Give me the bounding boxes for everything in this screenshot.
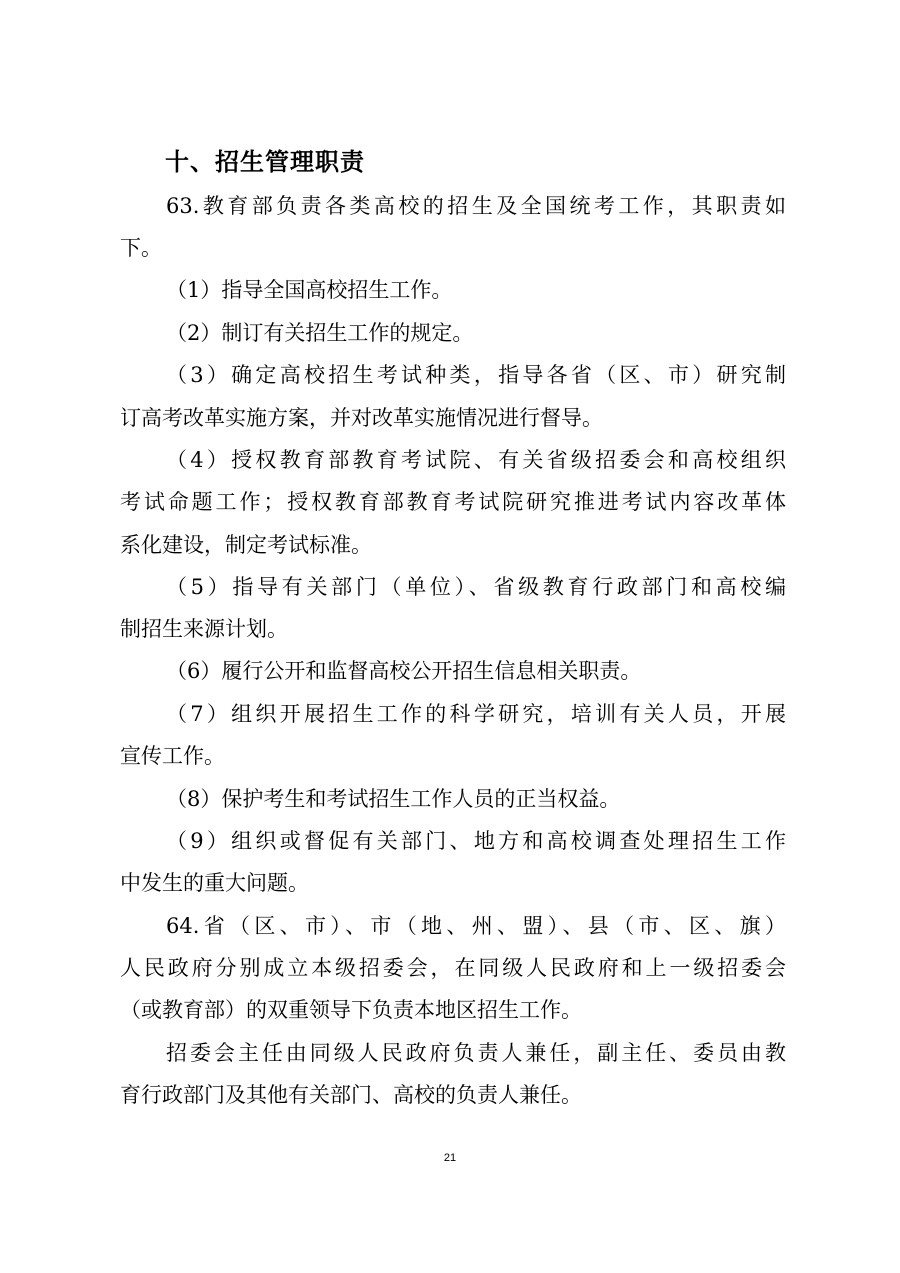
- paragraph-63-line-2: 下。: [120, 236, 162, 260]
- item-2: （2）制订有关招生工作的规定。: [166, 321, 474, 345]
- item-3-line-2: 订高考改革实施方案，并对改革实施情况进行督导。: [120, 406, 603, 430]
- item-6: （6）履行公开和监督高校公开招生信息相关职责。: [166, 659, 642, 683]
- item-4-line-1: （4）授权教育部教育考试院、有关省级招委会和高校组织: [166, 448, 786, 472]
- item-9-line-1: （9）组织或督促有关部门、地方和高校调查处理招生工作: [166, 829, 786, 853]
- paragraph-64-line-1: 64.省（区、市）、市（地、州、盟）、县（市、区、旗）: [166, 914, 786, 938]
- item-4-line-2: 考试命题工作；授权教育部教育考试院研究推进考试内容改革体: [120, 490, 786, 514]
- item-4-line-3: 系化建设，制定考试标准。: [120, 533, 372, 557]
- item-7-line-1: （7）组织开展招生工作的科学研究，培训有关人员，开展: [166, 702, 786, 726]
- item-7-line-2: 宣传工作。: [120, 744, 225, 768]
- page-number: 21: [443, 1152, 457, 1164]
- item-9-line-2: 中发生的重大问题。: [120, 871, 309, 895]
- item-1: （1）指导全国高校招生工作。: [166, 278, 453, 302]
- paragraph-committee-line-1: 招委会主任由同级人民政府负责人兼任，副主任、委员由教: [166, 1041, 786, 1065]
- item-8: （8）保护考生和考试招生工作人员的正当权益。: [166, 787, 621, 811]
- paragraph-63-line-1: 63.教育部负责各类高校的招生及全国统考工作，其职责如: [166, 194, 786, 218]
- paragraph-64-line-3: （或教育部）的双重领导下负责本地区招生工作。: [120, 998, 582, 1022]
- item-3-line-1: （3）确定高校招生考试种类，指导各省（区、市）研究制: [166, 363, 786, 387]
- item-5-line-1: （5）指导有关部门（单位）、省级教育行政部门和高校编: [166, 575, 786, 599]
- paragraph-committee-line-2: 育行政部门及其他有关部门、高校的负责人兼任。: [120, 1083, 582, 1107]
- section-heading: 十、招生管理职责: [165, 148, 365, 176]
- paragraph-64-line-2: 人民政府分别成立本级招委会，在同级人民政府和上一级招委会: [120, 956, 786, 980]
- item-5-line-2: 制招生来源计划。: [120, 617, 288, 641]
